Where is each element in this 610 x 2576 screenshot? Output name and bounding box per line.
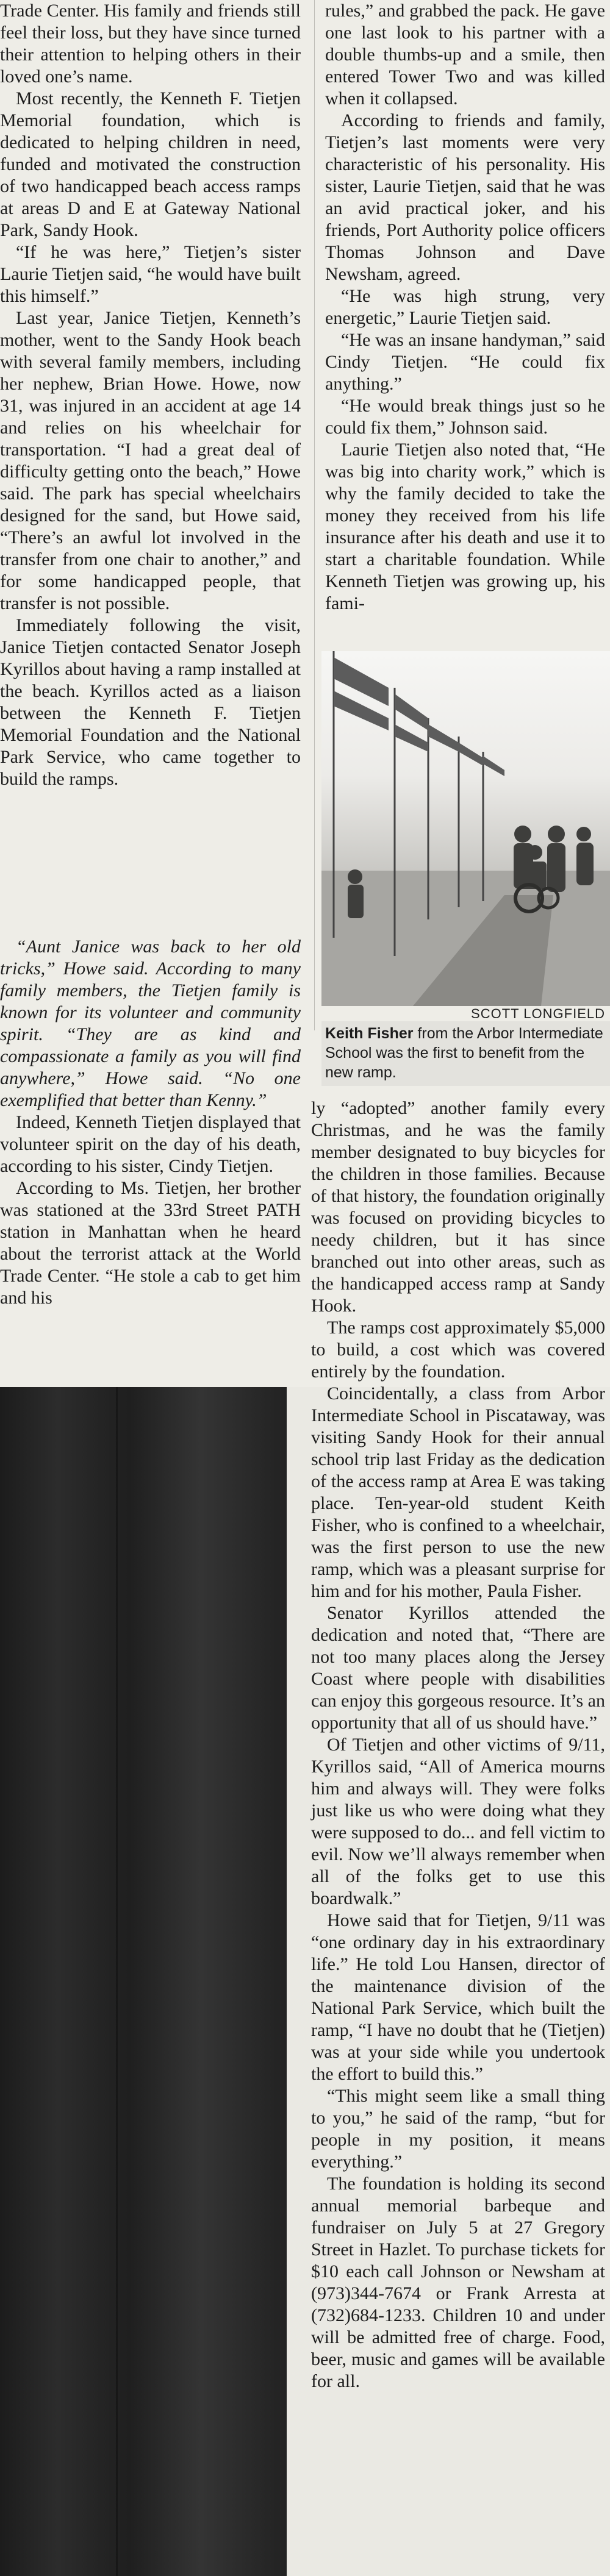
article-paragraph: “He was an insane handyman,” said Cindy Tietjen. “He could fix anything.” <box>325 330 605 394</box>
article-paragraph: Most recently, the Kenneth F. Tietjen Memorial foundation, which is dedicated to helping children in need, funded and motivated the construction of two handicapped beach access ramps at areas D and E at Gateway National Park, Sandy Hook. <box>0 88 301 240</box>
flag-stripes <box>334 657 504 776</box>
article-paragraph: Immediately following the visit, Janice Tietjen contacted Senator Joseph Kyrillos about having a ramp installed at the beach. Kyrillos acted as a liaison between the Kenneth F. Tietjen Memorial Foundation and the National Park Service, who came together to build the ramps. <box>0 615 301 789</box>
article-paragraph: Coincidentally, a class from Arbor Intermediate School in Piscataway, was visiting Sandy Hook for their annual school trip last Friday as the dedication of the access ramp at Area E was taking place. Ten-year-old student Keith Fisher, who is confined to a wheelchair, was the first person to use the new ramp, which was a pleasant surprise for him and for his mother, Paula Fisher. <box>311 1383 605 1601</box>
article-paragraph: rules,” and grabbed the pack. He gave one last look to his partner with a double thumbs-up and a smile, then entered Tower Two and was killed when it collapsed. <box>325 1 605 109</box>
background-shadow-line <box>116 1387 118 2576</box>
article-paragraph: The ramps cost approximately $5,000 to build, a cost which was covered entirely by the foundation. <box>311 1318 605 1382</box>
article-paragraph: ly “adopted” another family every Christmas, and he was the family member designated to buy bicycles for the children in those families. Because of that history, the foundation originally was focused on providing bicycles to needy children, but it has since branched out into other areas, such as the handicapped access ramp at Sandy Hook. <box>311 1098 605 1316</box>
photo-credit: SCOTT LONGFIELD <box>471 1006 605 1021</box>
article-column-right <box>321 0 610 615</box>
article-column-left-lower <box>0 936 308 1309</box>
article-paragraph: “This might seem like a small thing to you,” he said of the ramp, “but for people in my position, it means everything.” <box>311 2086 605 2172</box>
dark-background-strip <box>0 1387 287 2576</box>
article-paragraph: Trade Center. His family and friends still feel their loss, but they have since turned their attention to helping others in their loved one’s name. <box>0 1 301 87</box>
article-paragraph: “He was high strung, very energetic,” Laurie Tietjen said. <box>325 286 605 328</box>
article-paragraph: Indeed, Kenneth Tietjen displayed that volunteer spirit on the day of his death, according to his sister, Cindy Tietjen. <box>0 1112 301 1176</box>
article-column-right-lower <box>306 1097 610 2392</box>
photo-caption-text: from the Arbor Intermediate School was the first to benefit from the new ramp. <box>325 1025 603 1081</box>
article-column-left <box>0 0 308 790</box>
beach-ramp-scene <box>321 651 610 1006</box>
article-paragraph: Senator Kyrillos attended the dedication and noted that, “There are not too many places along the Jersey Coast where people with disabilities can enjoy this gorgeous resource. It’s an opportunity that all of us should have.” <box>311 1603 605 1733</box>
article-paragraph: Howe said that for Tietjen, 9/11 was “one ordinary day in his extraordinary life.” He told Lou Hansen, director of the maintenance division of the National Park Service, which built the ramp, “I have no doubt that he (Tietjen) was at your side while you undertook the effort to build this.” <box>311 1910 605 2084</box>
article-paragraph: The foundation is holding its second annual memorial barbeque and fundraiser on July 5 at 27 Gregory Street in Hazlet. To purchase tickets for $10 each call Johnson or Newsham at (973)344-7674 or Frank Arresta at (732)684-1233. Children 10 and under will be admitted free of charge. Food, beer, music and games will be available for all. <box>311 2174 605 2391</box>
article-paragraph: “He would break things just so he could fix them,” Johnson said. <box>325 396 605 438</box>
column-divider <box>314 0 315 1030</box>
article-paragraph: Laurie Tietjen also noted that, “He was big into charity work,” which is why the family decided to take the money they received from his life insurance after his death and use it to start a charitable foundation. While Kenneth Tietjen was growing up, his fami- <box>325 440 605 613</box>
photo-caption <box>321 1021 610 1086</box>
photo-caption-name: Keith Fisher <box>325 1025 414 1042</box>
article-paragraph: Last year, Janice Tietjen, Kenneth’s mother, went to the Sandy Hook beach with several family members, including her nephew, Brian Howe. Howe, now 31, was injured in an accident at age 14 and relies on his wheelchair for transportation. “I had a great deal of difficulty getting onto the beach,” Howe said. The park has special wheelchairs designed for the sand, but Howe said, “There’s an awful lot involved in the transfer from one chair to another,” and for some handicapped people, that transfer is not possible. <box>0 308 301 613</box>
article-paragraph: “If he was here,” Tietjen’s sister Laurie Tietjen said, “he would have built this himself.” <box>0 242 301 306</box>
news-photo <box>321 651 610 1006</box>
article-paragraph: According to friends and family, Tietjen’s last moments were very characteristic of his personality. His sister, Laurie Tietjen, said that he was an avid practical joker, and his friends, Port Authority police officers Thomas Johnson and Dave Newsham, agreed. <box>325 110 605 284</box>
article-paragraph: “Aunt Janice was back to her old tricks,” Howe said. According to many family members, the Tietjen family is known for its volunteer and community spirit. “They are as kind and compassionate a family as you will find anywhere,” Howe said. “No one exemplified that better than Kenny.” <box>0 937 301 1110</box>
article-paragraph: According to Ms. Tietjen, her brother was stationed at the 33rd Street PATH station in Manhattan when he heard about the terrorist attack at the World Trade Center. “He stole a cab to get him and his <box>0 1178 301 1308</box>
article-paragraph: Of Tietjen and other victims of 9/11, Kyrillos said, “All of America mourns him and always will. They were folks just like us who were doing what they were supposed to do... and fell victim to evil. Now we’ll always remember when all of the folks get to use this boardwalk.” <box>311 1735 605 1908</box>
